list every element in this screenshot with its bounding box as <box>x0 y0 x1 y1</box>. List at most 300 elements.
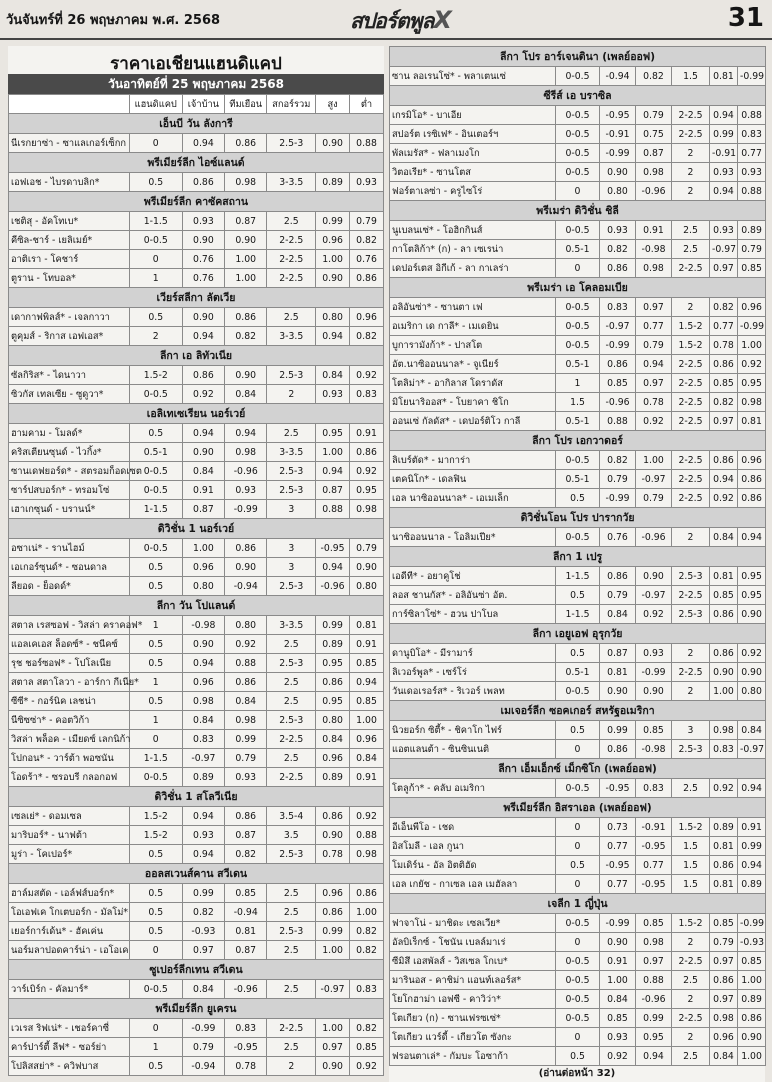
handicap-value: 0-0.5 <box>556 779 600 798</box>
away-odds: 1.00 <box>636 451 672 470</box>
handicap-value: 1-1.5 <box>556 605 600 624</box>
over-odds: 0.97 <box>316 1038 350 1057</box>
handicap-value: 0.5-1 <box>556 663 600 682</box>
match-teams: เอฟเอช - ไบรดาบลิก* <box>9 173 130 192</box>
over-odds: 0.90 <box>316 1057 350 1076</box>
away-odds: 0.97 <box>636 298 672 317</box>
match-row <box>9 692 384 711</box>
over-odds: 0.78 <box>316 845 350 864</box>
match-teams: สปอร์ต เรซิเฟ* - อินเตอร์ฯ <box>390 125 556 144</box>
over-odds: 0.97 <box>710 412 738 431</box>
home-odds: 0.77 <box>600 875 636 894</box>
total-goals: 1.5-2 <box>672 336 710 355</box>
league-header <box>390 798 766 818</box>
away-odds: 1.00 <box>225 269 267 288</box>
match-row <box>9 577 384 596</box>
away-odds: 0.75 <box>636 125 672 144</box>
over-odds: 0.86 <box>710 644 738 663</box>
match-teams: วิสล่า พล็อค - เมียดซ์ เลกนิก้า <box>9 730 130 749</box>
total-goals: 2.5-3 <box>267 481 316 500</box>
handicap-value: 0 <box>129 250 182 269</box>
match-teams: ซีมิสึ เอสพัลส์ - วิสเซล โกเบ* <box>390 952 556 971</box>
away-odds: 0.84 <box>225 385 267 404</box>
home-odds: 0.82 <box>600 451 636 470</box>
under-odds: 0.86 <box>350 443 384 462</box>
over-odds: 0.98 <box>710 721 738 740</box>
handicap-value: 0.5 <box>129 1057 182 1076</box>
match-teams: อัต.นาซิออนนาล* - จูเนียร์ <box>390 355 556 374</box>
match-row <box>9 845 384 864</box>
column-header-row <box>9 95 384 114</box>
handicap-value: 0.5 <box>129 903 182 922</box>
under-odds: 0.91 <box>350 768 384 787</box>
match-row <box>9 941 384 960</box>
under-odds: 0.86 <box>350 884 384 903</box>
match-teams: อิสโมลี - เอล กูนา <box>390 837 556 856</box>
match-teams: โตเกียว (ก) - ซานเฟรซเซ่* <box>390 1009 556 1028</box>
over-odds: 0.84 <box>710 1047 738 1066</box>
away-odds: 0.90 <box>225 366 267 385</box>
over-odds: 0.94 <box>710 470 738 489</box>
match-row <box>390 682 766 701</box>
away-odds: 0.87 <box>636 144 672 163</box>
under-odds: 0.85 <box>738 952 766 971</box>
handicap-value: 0-0.5 <box>556 144 600 163</box>
under-odds: 0.92 <box>350 462 384 481</box>
match-teams: พัลเมรัส* - ฟลาเมงโก <box>390 144 556 163</box>
match-row <box>9 385 384 404</box>
over-odds: 0.95 <box>316 692 350 711</box>
home-odds: 0.90 <box>182 443 224 462</box>
home-odds: 0.97 <box>182 941 224 960</box>
match-teams: เดปอร์เตส อิกีเก้ - ลา กาเลร่า <box>390 259 556 278</box>
total-goals: 2.5-3 <box>672 740 710 759</box>
under-odds: 0.88 <box>350 826 384 845</box>
under-odds: 0.82 <box>350 941 384 960</box>
match-row <box>390 779 766 798</box>
league-header <box>390 759 766 779</box>
handicap-value: 0 <box>129 730 182 749</box>
over-odds: 0.88 <box>316 500 350 519</box>
match-teams: เอเกอร์ซุนด์* - ซอนดาล <box>9 558 130 577</box>
total-goals: 2.5 <box>267 308 316 327</box>
total-goals: 1.5-2 <box>672 317 710 336</box>
total-goals: 3-3.5 <box>267 327 316 346</box>
match-teams: ตูราน - โทบอล* <box>9 269 130 288</box>
over-odds: 0.98 <box>710 1009 738 1028</box>
home-odds: 0.94 <box>182 424 224 443</box>
match-row <box>9 616 384 635</box>
total-goals: 2.5 <box>672 779 710 798</box>
home-odds: 0.86 <box>600 259 636 278</box>
home-odds: 0.96 <box>182 558 224 577</box>
under-odds: 1.00 <box>350 903 384 922</box>
total-goals: 2 <box>672 182 710 201</box>
total-goals: 2-2.5 <box>267 231 316 250</box>
away-odds: -0.94 <box>225 577 267 596</box>
match-row <box>390 933 766 952</box>
handicap-value: 0 <box>129 941 182 960</box>
match-teams: วาร์เบิร์ก - คัลมาร์* <box>9 980 130 999</box>
under-odds: 0.93 <box>350 173 384 192</box>
home-odds: 0.98 <box>182 692 224 711</box>
match-row <box>390 489 766 508</box>
home-odds: -0.99 <box>600 489 636 508</box>
match-teams: มาริบอร์* - นาฟต้า <box>9 826 130 845</box>
match-teams: แอตแลนต้า - ซินซินเนติ <box>390 740 556 759</box>
total-goals: 2.5 <box>267 692 316 711</box>
total-goals: 2 <box>672 163 710 182</box>
over-odds: 0.99 <box>316 212 350 231</box>
match-teams: โยโกฮาม่า เอฟซี - คาวิว่า* <box>390 990 556 1009</box>
home-odds: -0.91 <box>600 125 636 144</box>
home-odds: 0.85 <box>600 1009 636 1028</box>
league-header <box>390 894 766 914</box>
over-odds: 0.81 <box>710 875 738 894</box>
total-goals: 2.5-3 <box>267 462 316 481</box>
away-odds: -0.96 <box>225 462 267 481</box>
match-row <box>9 1057 384 1076</box>
home-odds: 0.76 <box>600 528 636 547</box>
total-goals: 2 <box>672 144 710 163</box>
total-goals: 2.5-3 <box>267 922 316 941</box>
match-row <box>390 451 766 470</box>
match-row <box>390 914 766 933</box>
handicap-value: 0 <box>556 837 600 856</box>
under-odds: 0.86 <box>350 269 384 288</box>
match-teams: ลิเบร์ตัด* - มาการ่า <box>390 451 556 470</box>
match-row <box>9 443 384 462</box>
total-goals: 2 <box>267 385 316 404</box>
match-row <box>390 952 766 971</box>
handicap-value: 1 <box>129 616 182 635</box>
under-odds: 0.96 <box>350 308 384 327</box>
match-row <box>390 1028 766 1047</box>
under-odds: 0.94 <box>738 856 766 875</box>
match-teams: โปลิสสย่า* - ควิฟบาส <box>9 1057 130 1076</box>
under-odds: 0.76 <box>350 250 384 269</box>
match-row <box>390 374 766 393</box>
under-odds: 0.80 <box>738 682 766 701</box>
handicap-value: 0 <box>129 1019 182 1038</box>
handicap-value: 0-0.5 <box>129 539 182 558</box>
handicap-value: 0.5 <box>556 1047 600 1066</box>
match-row <box>390 144 766 163</box>
league-name: ดิวิชั่นโอน โปร ปารากวัย <box>390 508 766 528</box>
over-odds: 0.86 <box>316 903 350 922</box>
match-teams: ลียอด - ย็อดด์* <box>9 577 130 596</box>
league-name: ซีรีส์ เอ บราซิล <box>390 86 766 106</box>
league-header <box>390 278 766 298</box>
match-teams: คาร์ปาร์ตี้ ลีฟ* - ซอร์ย่า <box>9 1038 130 1057</box>
league-header <box>9 153 384 173</box>
handicap-value: 0.5 <box>129 692 182 711</box>
under-odds: 0.86 <box>738 1009 766 1028</box>
under-odds: 0.98 <box>350 845 384 864</box>
league-name: เอ็นบี วัน ลังการี <box>9 114 384 134</box>
col-away: ทีมเยือน <box>225 95 267 114</box>
match-teams: รุช ชอร์ซอฟ* - โปโลเนีย <box>9 654 130 673</box>
match-row <box>390 971 766 990</box>
home-odds: 0.99 <box>600 721 636 740</box>
home-odds: -0.98 <box>182 616 224 635</box>
handicap-value: 0.5 <box>129 845 182 864</box>
total-goals: 2 <box>672 1028 710 1047</box>
total-goals: 1.5 <box>672 67 710 86</box>
total-goals: 2 <box>672 528 710 547</box>
total-goals: 2.5-3 <box>267 711 316 730</box>
match-teams: โมเดิร์น - อัล อิตติฮัด <box>390 856 556 875</box>
over-odds: -0.96 <box>316 577 350 596</box>
home-odds: 0.86 <box>600 355 636 374</box>
match-row <box>390 221 766 240</box>
total-goals: 2.5-3 <box>267 577 316 596</box>
match-row <box>390 163 766 182</box>
away-odds: 0.94 <box>225 424 267 443</box>
handicap-value: 0-0.5 <box>556 682 600 701</box>
total-goals: 3.5-4 <box>267 807 316 826</box>
under-odds: 1.00 <box>738 1047 766 1066</box>
match-row <box>390 106 766 125</box>
handicap-value: 0.5 <box>129 577 182 596</box>
match-row <box>9 922 384 941</box>
away-odds: -0.96 <box>636 528 672 547</box>
under-odds: 0.91 <box>738 818 766 837</box>
over-odds: 0.89 <box>316 635 350 654</box>
match-row <box>9 558 384 577</box>
away-odds: 0.97 <box>636 374 672 393</box>
over-odds: 0.81 <box>710 67 738 86</box>
home-odds: 0.94 <box>182 327 224 346</box>
match-row <box>9 711 384 730</box>
league-name: ลีกา เอ็มเอ็กซ์ เม็กซิโก (เพลย์ออฟ) <box>390 759 766 779</box>
match-row <box>9 462 384 481</box>
match-teams: อลิอันซ่า* - ซานตา เฟ <box>390 298 556 317</box>
home-odds: 0.94 <box>182 807 224 826</box>
under-odds: 0.95 <box>350 481 384 500</box>
league-header <box>390 508 766 528</box>
over-odds: 0.86 <box>316 807 350 826</box>
match-row <box>390 856 766 875</box>
over-odds: 0.93 <box>710 221 738 240</box>
handicap-value: 0-0.5 <box>556 67 600 86</box>
away-odds: 0.78 <box>636 393 672 412</box>
total-goals: 2-2.5 <box>672 393 710 412</box>
under-odds: 0.96 <box>738 298 766 317</box>
handicap-value: 0-0.5 <box>129 385 182 404</box>
league-name: ลีกา เอ ลิทัวเนีย <box>9 346 384 366</box>
total-goals: 2 <box>267 1057 316 1076</box>
handicap-value: 1 <box>129 673 182 692</box>
under-odds: 0.85 <box>350 1038 384 1057</box>
under-odds: 0.96 <box>738 451 766 470</box>
home-odds: 0.90 <box>182 231 224 250</box>
over-odds: 0.85 <box>710 914 738 933</box>
over-odds: 0.89 <box>316 173 350 192</box>
home-odds: 0.79 <box>600 586 636 605</box>
home-odds: 0.93 <box>600 221 636 240</box>
total-goals: 1.5 <box>672 837 710 856</box>
match-teams: อีเอ็นพีโอ - เชด <box>390 818 556 837</box>
handicap-value: 0-0.5 <box>556 990 600 1009</box>
handicap-value: 0.5 <box>129 424 182 443</box>
under-odds: 0.98 <box>738 393 766 412</box>
away-odds: 0.93 <box>636 644 672 663</box>
league-header <box>390 431 766 451</box>
under-odds: 0.98 <box>350 500 384 519</box>
over-odds: 0.86 <box>710 971 738 990</box>
match-teams: ลอส ชานกัส* - อลิอันซ่า อัต. <box>390 586 556 605</box>
over-odds: 1.00 <box>316 941 350 960</box>
home-odds: 0.80 <box>600 182 636 201</box>
under-odds: 0.86 <box>738 489 766 508</box>
league-name: ลีกา 1 เปรู <box>390 547 766 567</box>
match-row <box>9 134 384 153</box>
total-goals: 2.5 <box>267 1038 316 1057</box>
over-odds: 0.87 <box>316 481 350 500</box>
under-odds: 0.82 <box>350 1019 384 1038</box>
over-odds: 0.85 <box>710 586 738 605</box>
over-odds: 0.90 <box>316 134 350 153</box>
total-goals: 1.5 <box>672 856 710 875</box>
away-odds: -0.99 <box>225 500 267 519</box>
handicap-value: 0.5 <box>556 644 600 663</box>
home-odds: -0.99 <box>600 336 636 355</box>
home-odds: 0.84 <box>182 462 224 481</box>
handicap-value: 2 <box>129 327 182 346</box>
league-header <box>9 346 384 366</box>
newspaper-logo <box>350 5 451 38</box>
away-odds: 0.85 <box>636 721 672 740</box>
handicap-value: 0-0.5 <box>129 231 182 250</box>
league-name: เจลีก 1 ญี่ปุ่น <box>390 894 766 914</box>
handicap-value: 0.5 <box>129 308 182 327</box>
over-odds: 0.94 <box>710 106 738 125</box>
match-row <box>390 336 766 355</box>
match-row <box>9 635 384 654</box>
home-odds: 0.83 <box>600 298 636 317</box>
match-row <box>390 663 766 682</box>
match-row <box>9 749 384 768</box>
away-odds: 0.77 <box>636 317 672 336</box>
away-odds: 0.86 <box>225 807 267 826</box>
total-goals: 3 <box>267 539 316 558</box>
away-odds: -0.96 <box>636 182 672 201</box>
left-column <box>8 46 384 1076</box>
total-goals: 2-2.5 <box>672 1009 710 1028</box>
home-odds: 0.73 <box>600 818 636 837</box>
away-odds: -0.94 <box>225 903 267 922</box>
away-odds: 0.78 <box>225 1057 267 1076</box>
match-teams: แอลเคเอส ล็อดซ์* - ชนีคซ์ <box>9 635 130 654</box>
away-odds: 0.97 <box>636 952 672 971</box>
match-teams: อาติเรา - โคชาร์ <box>9 250 130 269</box>
home-odds: 0.99 <box>182 884 224 903</box>
over-odds: 0.80 <box>316 711 350 730</box>
over-odds: 0.84 <box>316 366 350 385</box>
match-teams: คีซิล-ชาร์ - เยลิเมย์* <box>9 231 130 250</box>
handicap-value: 0 <box>556 933 600 952</box>
header-divider <box>0 38 772 40</box>
col-handicap: แฮนดิแคป <box>129 95 182 114</box>
total-goals: 2.5-3 <box>672 567 710 586</box>
total-goals: 3-3.5 <box>267 616 316 635</box>
total-goals: 2.5-3 <box>267 845 316 864</box>
under-odds: 1.00 <box>738 971 766 990</box>
home-odds: -0.95 <box>600 856 636 875</box>
under-odds: 0.93 <box>738 163 766 182</box>
handicap-value: 0-0.5 <box>556 1009 600 1028</box>
continued-note: (อ่านต่อหน้า 32) <box>538 1068 616 1079</box>
total-goals: 3.5 <box>267 826 316 845</box>
over-odds: 0.95 <box>316 424 350 443</box>
handicap-value: 0-0.5 <box>556 125 600 144</box>
away-odds: 0.94 <box>636 355 672 374</box>
over-odds: 0.81 <box>710 837 738 856</box>
away-odds: 0.98 <box>225 443 267 462</box>
home-odds: 0.94 <box>182 845 224 864</box>
match-teams: เอล เกยัช - กาเซล เอล เมฮัลลา <box>390 875 556 894</box>
home-odds: 0.92 <box>182 385 224 404</box>
handicap-value: 0.5-1 <box>556 470 600 489</box>
match-teams: อัลบิเร็กซ์ - โชนัน เบลล์มาเร่ <box>390 933 556 952</box>
home-odds: 0.93 <box>600 1028 636 1047</box>
handicap-value: 0-0.5 <box>556 336 600 355</box>
logo-x: X <box>433 6 451 34</box>
league-name: ดิวิชั่น 1 สโลวีเนีย <box>9 787 384 807</box>
match-row <box>390 1047 766 1066</box>
match-row <box>390 412 766 431</box>
match-row <box>390 67 766 86</box>
league-header <box>9 519 384 539</box>
match-teams: นีเรกยาซ่า - ซาแลเกอร์เซ็กก <box>9 134 130 153</box>
under-odds: 0.96 <box>350 730 384 749</box>
under-odds: 0.79 <box>350 212 384 231</box>
col-under: ต่ำ <box>350 95 384 114</box>
under-odds: 0.92 <box>738 644 766 663</box>
under-odds: 0.89 <box>738 990 766 1009</box>
over-odds: 0.86 <box>710 605 738 624</box>
match-row <box>390 1009 766 1028</box>
match-teams: ฮาล์มสตัด - เอล์ฟส์บอร์ก* <box>9 884 130 903</box>
match-teams: ซาร์ปสบอร์ก* - ทรอมโซ่ <box>9 481 130 500</box>
league-name: ลีกา โปร เอกวาดอร์ <box>390 431 766 451</box>
match-row <box>390 586 766 605</box>
handicap-value: 0-0.5 <box>556 221 600 240</box>
handicap-value: 1-1.5 <box>129 749 182 768</box>
away-odds: 0.79 <box>225 749 267 768</box>
match-row <box>9 212 384 231</box>
home-odds: 0.80 <box>182 577 224 596</box>
league-header <box>9 404 384 424</box>
home-odds: 0.94 <box>182 134 224 153</box>
total-goals: 2.5-3 <box>267 654 316 673</box>
home-odds: -0.95 <box>600 779 636 798</box>
away-odds: 0.85 <box>225 884 267 903</box>
total-goals: 2-2.5 <box>672 125 710 144</box>
away-odds: 0.83 <box>636 779 672 798</box>
odds-table-right <box>389 46 766 1066</box>
handicap-value: 0 <box>556 875 600 894</box>
over-odds: 0.84 <box>316 730 350 749</box>
match-row <box>390 470 766 489</box>
over-odds: 0.89 <box>316 768 350 787</box>
league-name: พรีเมร่า ดิวิชั่น ชิลี <box>390 201 766 221</box>
match-teams: นอร์มลาปอดคาร์น่า - เอโอเค <box>9 941 130 960</box>
handicap-value: 0.5 <box>556 489 600 508</box>
over-odds: 0.96 <box>316 749 350 768</box>
away-odds: -0.96 <box>636 990 672 1009</box>
